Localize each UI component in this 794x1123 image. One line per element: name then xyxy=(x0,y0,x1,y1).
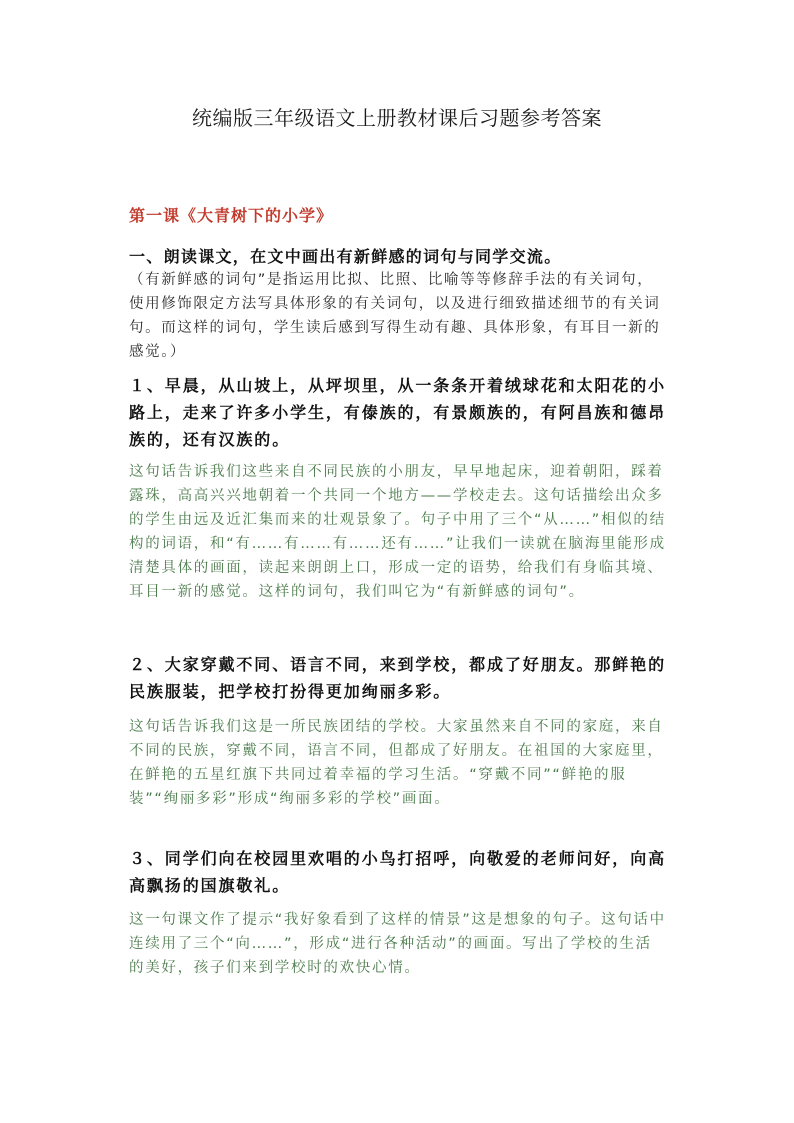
example-sentence-3: ３、同学们向在校园里欢唱的小鸟打招呼，向敬爱的老师问好，向高高飘扬的国旗敬礼。 xyxy=(129,849,667,895)
example-sentence-1: １、早晨，从山坡上，从坪坝里，从一条条开着绒球花和太阳花的小路上，走来了许多小学生，有傣族的，有景颇族的，有阿昌族和德昂族的，还有汉族的。 xyxy=(129,376,667,449)
example-sentence-2: ２、大家穿戴不同、语言不同，来到学校，都成了好朋友。那鲜艳的民族服装，把学校打扮得更加绚丽多彩。 xyxy=(129,655,667,701)
lesson-title: 第一课《大青树下的小学》 xyxy=(129,206,334,225)
answer-paragraph-2: 这句话告诉我们这是一所民族团结的学校。大家虽然来自不同的家庭，来自不同的民族，穿戴不同，语言不同，但都成了好朋友。在祖国的大家庭里，在鲜艳的五星红旗下共同过着幸福的学习生活。“穿戴不同”“鲜艳的服装”“绚丽多彩”形成“绚丽多彩的学校”画面。 xyxy=(129,719,664,807)
exercise-heading: 一、朗读课文，在文中画出有新鲜感的词句与同学交流。 xyxy=(129,247,562,266)
document-title: 统编版三年级语文上册教材课后习题参考答案 xyxy=(192,106,602,130)
answer-paragraph-3: 这一句课文作了提示“我好象看到了这样的情景”这是想象的句子。这句话中连续用了三个“向……”，形成“进行各种活动”的画面。写出了学校的生活的美好，孩子们来到学校时的欢快心情。 xyxy=(129,912,666,976)
answer-paragraph-1: 这句话告诉我们这些来自不同民族的小朋友，早早地起床，迎着朝阳，踩着露珠，高高兴兴地朝着一个共同一个地方——学校走去。这句话描绘出众多的学生由远及近汇集而来的壮观景象了。句子中用了三个“从……”相似的结构的词语，和“有……有……有……还有……”让我们一读就在脑海里能形成清楚具体的画面，读起来朗朗上口，形成一定的语势，给我们有身临其境、耳目一新的感觉。这样的词句，我们叫它为“有新鲜感的词句”。 xyxy=(129,464,666,600)
exercise-note: （有新鲜感的词句”是指运用比拟、比照、比喻等等修辞手法的有关词句，使用修饰限定方法写具体形象的有关词句，以及进行细致描述细节的有关词句。而这样的词句，学生读后感到写得生动有趣、具体形象，有耳目一新的感觉。） xyxy=(129,272,661,360)
